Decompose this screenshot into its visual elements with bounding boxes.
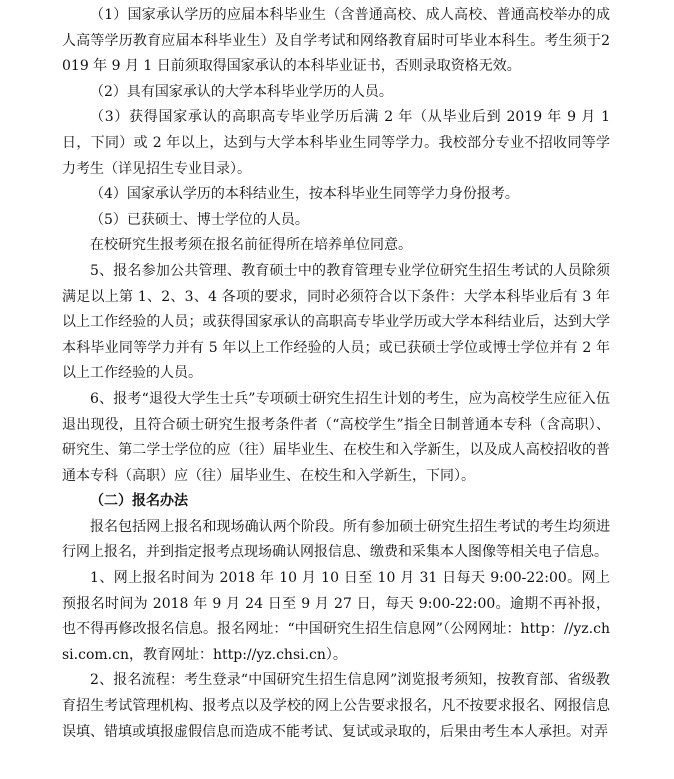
paragraph-item-6: 6、报考“退役大学生士兵”专项硕士研究生招生计划的考生，应为高校学生应征入伍退出现役，且符合硕士研究生报考条件者（“高校学生”指全日制普通本专科（含高职）、研究生、第二学士学位的应（往）届毕业生、在校生和入学新生，以及成人高校招收的普通本专科（高职）应（往）届毕业生、在校生和入学新生，下同）。 bbox=[62, 390, 610, 484]
paragraph-condition-4: （4）国家承认学历的本科结业生，按本科毕业生同等学力身份报考。 bbox=[90, 186, 519, 203]
paragraph-condition-2: （2）具有国家承认的大学本科毕业学历的人员。 bbox=[90, 83, 393, 100]
paragraph-condition-3: （3）获得国家承认的高职高专毕业学历后满 2 年（从毕业后到 2019 年 9 月 1 日，下同）或 2 年以上，达到与大学本科毕业生同等学力。我校部分专业不招收同等学力考生（详见招生专业目录）。 bbox=[62, 109, 610, 177]
section-heading: （二）报名办法 bbox=[90, 493, 188, 510]
paragraph-online-registration: 1、网上报名时间为 2018 年 10 月 10 日至 10 月 31 日每天 9:00-22:00。网上预报名时间为 2018 年 9 月 24 日至 9 月 27 日，每天 9:00-22:00。逾期不再补报，也不得再修改报名信息。报名网址：“中国研究生招生信息网”（公网网址：http：//yz.chsi.com.cn，教育网址：http://yz.chsi.cn）。 bbox=[62, 570, 610, 663]
paragraph-condition-1: （1）国家承认学历的应届本科毕业生（含普通高校、成人高校、普通高校举办的成人高等学历教育应届本科毕业生）及自学考试和网络教育届时可毕业本科生。考生须于2019 年 9 月 1 日前须取得国家承认的本科毕业证书，否则录取资格无效。 bbox=[62, 7, 610, 75]
paragraph-registration-process: 2、报名流程：考生登录“中国研究生招生信息网”浏览报考须知，按教育部、省级教育招生考试管理机构、报考点以及学校的网上公告要求报名，凡不按要求报名、网报信息误填、错填或填报虚假信息而造成不能考试、复试或录取的，后果由考生本人承担。对弄 bbox=[62, 672, 610, 740]
paragraph-item-5: 5、报名参加公共管理、教育硕士中的教育管理专业学位研究生招生考试的人员除须满足以上第 1、2、3、4 各项的要求，同时必须符合以下条件：大学本科毕业后有 3 年以上工作经验的人员；或获得国家承认的高职高专毕业学历或大学本科结业后，达到大学本科毕业同等学力并有 5 年以上工作经验的人员；或已获硕士学位或博士学位并有 2 年以上工作经验的人员。 bbox=[62, 262, 610, 382]
paragraph-registration-overview: 报名包括网上报名和现场确认两个阶段。所有参加硕士研究生招生考试的考生均须进行网上报名，并到指定报考点现场确认网报信息、缴费和采集本人图像等相关电子信息。 bbox=[62, 518, 610, 561]
paragraph-current-students: 在校研究生报考须在报名前征得所在培养单位同意。 bbox=[90, 237, 412, 254]
paragraph-condition-5: （5）已获硕士、博士学位的人员。 bbox=[90, 211, 309, 228]
document-body bbox=[62, 3, 610, 745]
